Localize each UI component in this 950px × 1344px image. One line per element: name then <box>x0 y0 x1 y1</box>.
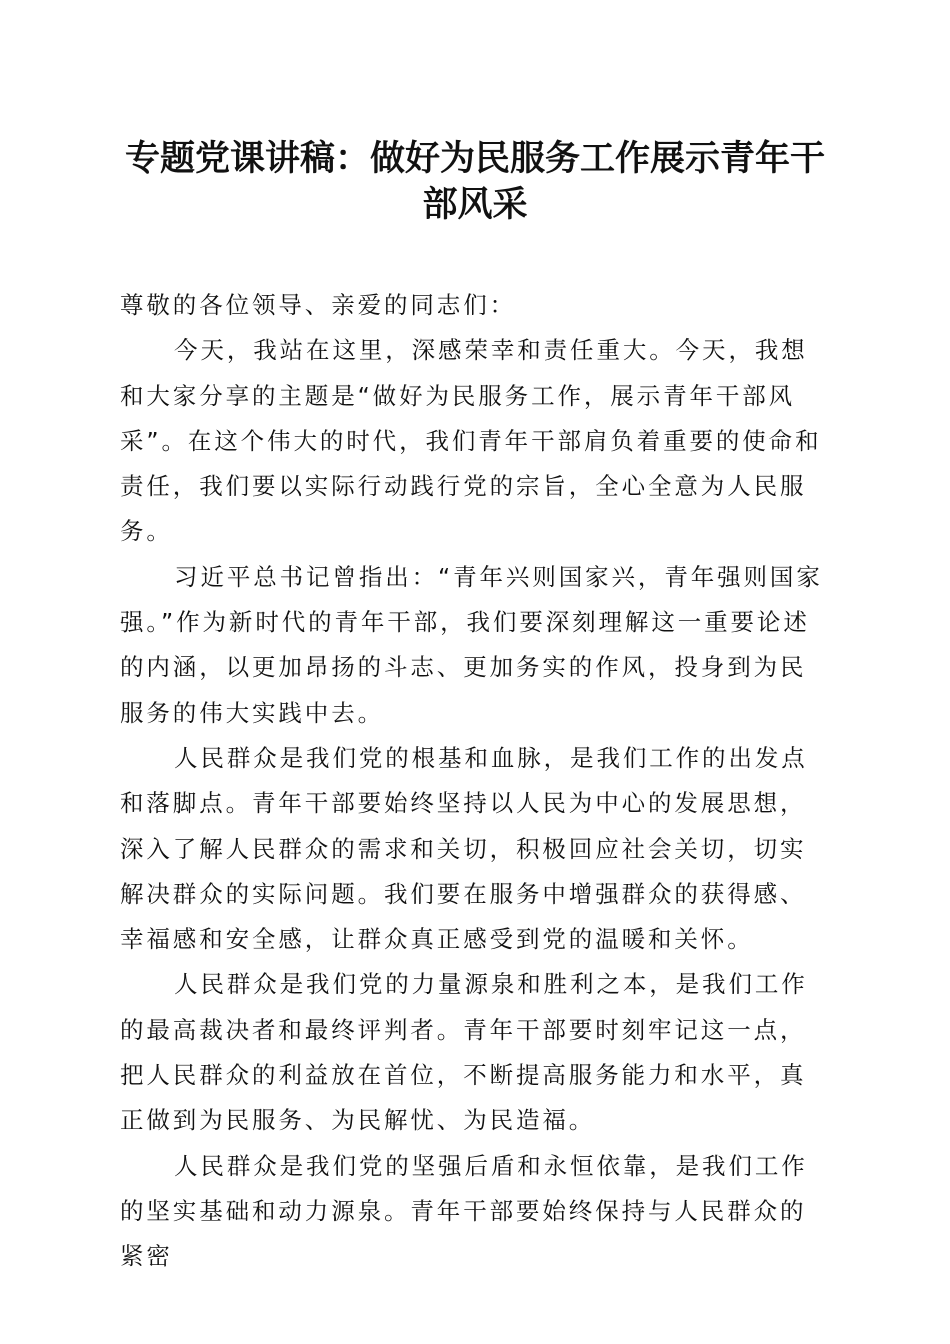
paragraph-2: 习近平总书记曾指出：“青年兴则国家兴，青年强则国家强。”作为新时代的青年干部，我们要深刻理解这一重要论述的内涵，以更加昂扬的斗志、更加务实的作风，投身到为民服务的伟大实践中去。 <box>120 562 823 727</box>
document-body <box>120 283 832 1280</box>
paragraph-5: 人民群众是我们党的坚强后盾和永恒依靠，是我们工作的坚实基础和动力源泉。青年干部要始终保持与人民群众的紧密 <box>120 1151 808 1271</box>
paragraph-4: 人民群众是我们党的力量源泉和胜利之本，是我们工作的最高裁决者和最终评判者。青年干部要时刻牢记这一点，把人民群众的利益放在首位，不断提高服务能力和水平，真正做到为民服务、为民解忧、为民造福。 <box>120 970 808 1135</box>
paragraph-3: 人民群众是我们党的根基和血脉，是我们工作的出发点和落脚点。青年干部要始终坚持以人民为中心的发展思想，深入了解人民群众的需求和关切，积极回应社会关切，切实解决群众的实际问题。我们要在服务中增强群众的获得感、幸福感和安全感，让群众真正感受到党的温暖和关怀。 <box>120 743 808 954</box>
paragraph-1: 今天，我站在这里，深感荣幸和责任重大。今天，我想和大家分享的主题是“做好为民服务工作，展示青年干部风采”。在这个伟大的时代，我们青年干部肩负着重要的使命和责任，我们要以实际行动践行党的宗旨，全心全意为人民服务。 <box>120 336 822 546</box>
document-title: 专题党课讲稿：做好为民服务工作展示青年干部风采 <box>124 138 825 225</box>
salutation: 尊敬的各位领导、亲爱的同志们： <box>120 291 516 319</box>
